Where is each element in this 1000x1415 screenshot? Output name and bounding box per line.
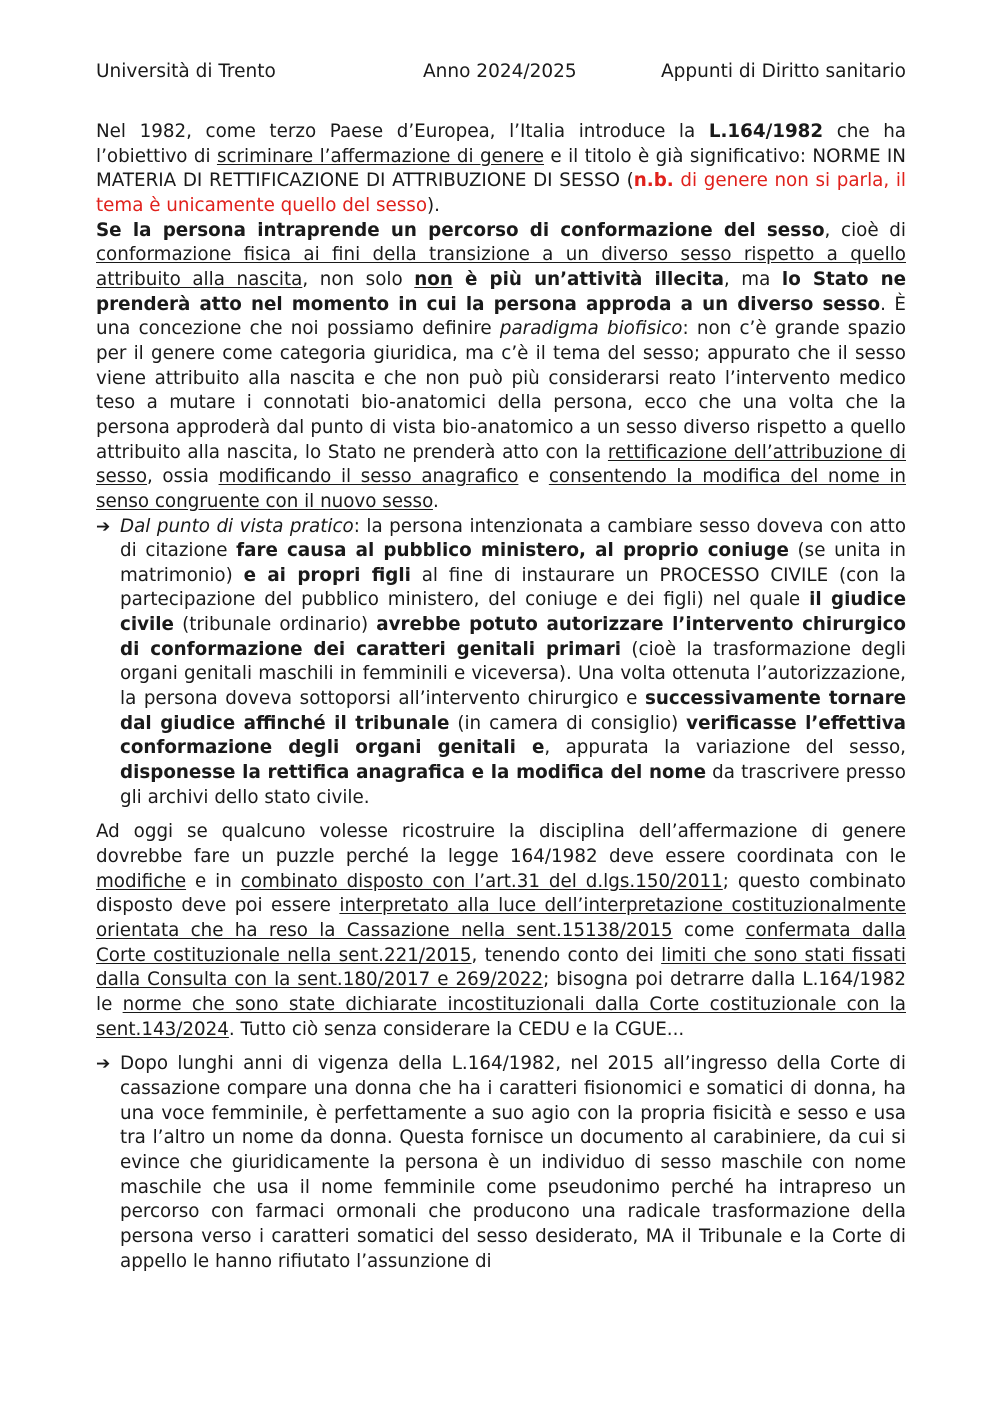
nota-bene-label: n.b. (633, 170, 674, 192)
text-run: : la persona intenzionata a cambiare sesso doveva con atto di citazione (120, 515, 907, 562)
text-run: e (518, 466, 549, 488)
text-run: da trascrivere presso gli archivi dello stato civile. (120, 762, 906, 808)
text-run: . È una concezione che noi possiamo definire (96, 293, 906, 340)
law-reference: L.164/1982 (708, 121, 824, 142)
underlined-text: modifiche (96, 870, 187, 892)
text-run: (se unita in matrimonio) (120, 540, 907, 586)
text-run: (in camera di consiglio) (449, 712, 687, 734)
underlined-text: modificando il sesso anagrafico (218, 466, 519, 488)
text-run: come (672, 920, 746, 941)
text-run: , cioè di (824, 219, 906, 241)
header-university: Università di Trento (96, 61, 276, 82)
bold-text: il giudice civile (120, 589, 907, 636)
bold-text: verificasse l’effettiva conformazione degli organi genitali e (120, 712, 906, 759)
underlined-text: interpretato alla luce dell’interpretazione costituzionalmente orientata che ha reso la Cassazione nella sent.15138/2015 (96, 895, 906, 941)
header-academic-year: Anno 2024/2025 (423, 61, 577, 82)
bold-underlined-text: non (414, 268, 453, 290)
text-run: , ossia (147, 466, 219, 488)
bold-text: avrebbe potuto autorizzare l’intervento chirurgico di conformazione dei caratteri genitali primari (120, 614, 906, 660)
text-run: al fine di instaurare un PROCESSO CIVILE (con la partecipazione del pubblico ministero, del coniuge e dei figli) nel quale (120, 564, 907, 611)
paragraph-current-discipline (96, 820, 906, 1042)
text-run: (tribunale ordinario) (173, 614, 377, 636)
bullet-cassation-case (96, 1052, 906, 1274)
arrow-bullet-icon: ➔ (96, 516, 111, 537)
paragraph-law-introduction (96, 120, 906, 219)
text-run: (cioè la trasformazione degli organi genitali maschili in femminili e viceversa). Una volta ottenuta l’autorizzazione, la persona doveva sottoporsi all’intervento chirurgico e (120, 638, 907, 710)
nota-bene-text: di genere non si parla, il tema è unicamente quello del sesso (96, 170, 906, 216)
bold-text: disponesse la rettifica anagrafica e la modifica del nome (120, 762, 706, 784)
page-header (96, 61, 906, 87)
underlined-text: norme che sono state dichiarate incostituzionali dalla Corte costituzionale con la sent.143/2024 (96, 993, 906, 1040)
text-run: ). (427, 194, 440, 216)
text-run: , ma (723, 268, 782, 290)
underlined-text: conformazione fisica ai fini della transizione a un diverso sesso rispetto a quello attribuito alla nascita (96, 244, 906, 290)
bold-text: lo Stato ne prenderà atto nel momento in cui la persona approda a un diverso sesso (96, 268, 906, 315)
underlined-text: limiti che sono stati fissati dalla Consulta con la sent.180/2017 e 269/2022 (96, 944, 906, 991)
underlined-text: combinato disposto con l’art.31 del d.lgs.150/2011 (240, 870, 723, 892)
bold-text: successivamente tornare dal giudice affinché il tribunale (120, 688, 907, 734)
bold-text: e ai propri figli (243, 564, 411, 586)
bold-text: Se la persona intraprende un percorso di conformazione del sesso (96, 219, 825, 241)
text-run: . (432, 490, 439, 512)
text-run: Ad oggi se qualcuno volesse ricostruire la disciplina dell’affermazione di genere dovrebbe fare un puzzle perché la legge 164/1982 deve essere coordinata con le (96, 821, 906, 868)
text-run: e in (186, 870, 241, 892)
text-run: , non solo (302, 268, 415, 290)
underlined-text: rettificazione dell’attribuzione di sesso (96, 441, 906, 488)
text-run: . Tutto ciò senza considerare la CEDU e la CGUE... (228, 1018, 685, 1040)
underlined-text: confermata dalla Corte costituzionale nella sent.221/2015 (96, 920, 907, 966)
underlined-text: scriminare l’affermazione di genere (216, 145, 544, 167)
text-run: e il titolo è già significativo: NORME IN MATERIA DI RETTIFICAZIONE DI ATTRIBUZIONE DI SESSO ( (96, 145, 906, 192)
header-course-title: Appunti di Diritto sanitario (661, 61, 906, 82)
text-run: , appurata la variazione del sesso, (544, 737, 906, 759)
text-run: ; questo combinato disposto deve poi essere (96, 870, 906, 917)
text-run: Nel 1982, come terzo Paese d’Europea, l’Italia introduce la (96, 121, 709, 142)
text-run: che ha l’obiettivo di (96, 121, 907, 167)
text-run: , tenendo conto dei (471, 944, 662, 966)
bold-text: è più un’attività illecita (452, 268, 724, 290)
arrow-bullet-icon: ➔ (96, 1054, 111, 1075)
text-run: Dopo lunghi anni di vigenza della L.164/1982, nel 2015 all’ingresso della Corte di cassazione compare una donna che ha i caratteri fisionomici e somatici di donna, ha una voce femminile, è perfettamente a suo agio con la propria fisicità e sesso e usa tra l’altro un nome da donna. Questa fornisce un documento al carabiniere, da cui si evince che giuridicamente la persona è un individuo di sesso maschile con nome maschile che usa il nome femminile come pseudonimo perché ha intrapreso un percorso con farmaci ormonali che producono una radicale trasformazione della persona verso i caratteri somatici del sesso desiderato, MA il Tribunale e la Corte di appello le hanno rifiutato l’assunzione di (120, 1053, 906, 1272)
bold-text: fare causa al pubblico ministero, al proprio coniuge (236, 540, 789, 562)
italic-text: Dal punto di vista pratico (120, 515, 354, 537)
underlined-text: consentendo la modifica del nome in senso congruente con il nuovo sesso (96, 466, 906, 512)
document-body (96, 120, 906, 1274)
text-run: ; bisogna poi detrarre dalla L.164/1982 le (96, 969, 906, 1015)
text-run: : non c’è grande spazio per il genere come categoria giuridica, ma c’è il tema del sesso; appurato che il sesso viene attribuito alla nascita e che non può più considerarsi reato l’intervento medico teso a mutare i connotati bio-anatomici della persona, ecco che una volta che la persona approderà dal punto di vista bio-anatomico a un sesso diverso rispetto a quello attribuito alla nascita, lo Stato ne prenderà atto con la (96, 318, 907, 463)
paragraph-conformation-path (96, 219, 906, 515)
italic-text: paradigma biofisico (499, 318, 683, 340)
bullet-practical-procedure (96, 515, 906, 811)
